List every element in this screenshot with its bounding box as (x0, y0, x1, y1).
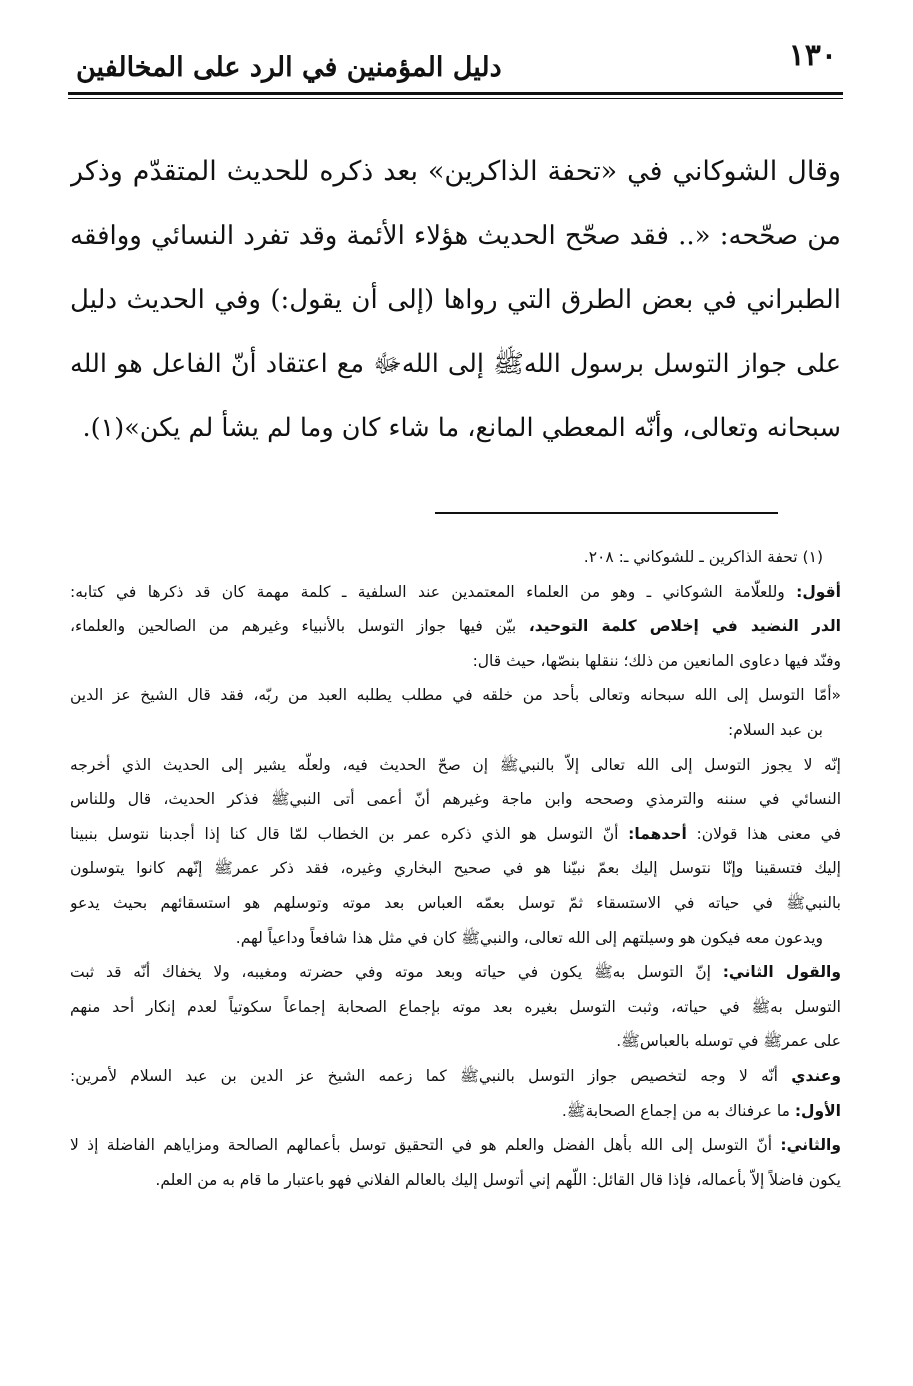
footnote-line (70, 1128, 841, 1163)
footnote-line (70, 1059, 841, 1094)
main-paragraph (70, 140, 841, 460)
footnote-text: في معنى هذا قولان: (696, 824, 841, 843)
label-first-opinion: أحدهما: (628, 824, 687, 843)
footnote-line (70, 955, 841, 990)
footnote-text: أنّ التوسل هو الذي ذكره عمر بن الخطاب لمّا قال كنا إذا أجدبنا نتوسل بنبينا (70, 824, 619, 843)
header-rule-thin (68, 98, 843, 99)
footnote-text: أنّه لا وجه لتخصيص جواز التوسل بالنبيﷺ كما زعمه الشيخ عز الدين بن عبد السلام لأمرين: (70, 1066, 778, 1085)
footnote-line (70, 817, 841, 852)
footnote-line: إنّه لا يجوز التوسل إلى الله تعالى إلاّ بالنبيﷺ إن صحّ الحديث فيه، ولعلّه يشير إلى الحديث الذي أخرجه (70, 755, 841, 774)
footnote-line (70, 609, 841, 644)
footnote-text: أنّ التوسل إلى الله بأهل الفضل والعلم هو في التحقيق توسل بأعمالهم الصالحة ومزاياهم الفاضلة إذ لا (70, 1136, 773, 1155)
footnote-line: وفنّد فيها دعاوى المانعين من ذلك؛ ننقلها بنصّها، حيث قال: (472, 651, 841, 670)
footnote-line: بالنبيﷺ في حياته في الاستسقاء ثمّ توسل بعمّه العباس بعد موته وتوسلهم هو استسقائهم بحيث يدعو (70, 893, 841, 912)
book-title: الدر النضيد في إخلاص كلمة التوحيد، (528, 617, 841, 636)
body-line: من صحّحه: «.. فقد صحّح الحديث هؤلاء الأئمة وقد تفرد النسائي ووافقه (70, 221, 841, 251)
footnote-text: وللعلّامة الشوكاني ـ وهو من العلماء المعتمدين عند السلفية ـ كلمة مهمة كان قد ذكرها في كتابه: (70, 582, 785, 601)
footnotes (70, 540, 841, 1197)
header-rule-thick (68, 92, 843, 95)
label-second: والثاني: (780, 1136, 841, 1155)
footnote-line: ويدعون معه فيكون هو وسيلتهم إلى الله تعالى، والنبيﷺ كان في مثل هذا شافعاً وداعياً لهم. (235, 928, 823, 947)
footnote-line: بن عبد السلام: (728, 720, 823, 739)
footnote-line: التوسل بهﷺ في حياته، وثبت التوسل بغيره بعد موته بإجماع الصحابة إجماعاً سكوتياً لعدم إنكار أحد منهم (70, 997, 841, 1016)
body-line: سبحانه وتعالى، وأنّه المعطي المانع، ما شاء كان وما لم يشأ لم يكن»(١). (82, 413, 841, 443)
footnote-line (70, 1094, 841, 1129)
page-number: ١٣٠ (788, 38, 837, 73)
footnote-line: إليك فتسقينا وإنّا نتوسل إليك بعمّ نبيّنا هو في صحيح البخاري وغيره، فقد ذكر عمرﷺ إنّهم كانوا يتوسلون (70, 859, 841, 878)
running-title: دليل المؤمنين في الرد على المخالفين (76, 52, 502, 83)
footnote-line: على عمرﷺ في توسله بالعباسﷺ. (616, 1032, 841, 1051)
label-first: الأول: (794, 1101, 841, 1120)
footnote-text: ما عرفناك به من إجماع الصحابةﷺ. (561, 1101, 790, 1120)
body-line: الطبراني في بعض الطرق التي رواها (إلى أن يقول:) وفي الحديث دليل (70, 285, 841, 315)
page-header (68, 28, 843, 100)
footnote-line: النسائي في سننه والترمذي وصححه وابن ماجة وغيرهم أنّ أعمى أتى النبيﷺ فذكر الحديث، قال وللناس (70, 790, 841, 809)
footnote-separator (435, 512, 778, 514)
footnote-line: يكون فاضلاً إلاّ بأعماله، فإذا قال القائل: اللّهم إني أتوسل إليك بالعالم الفلاني فهو باعتبار ما قام به من العلم. (155, 1170, 841, 1189)
label-aqul: أقول: (796, 582, 841, 601)
body-line: على جواز التوسل برسول اللهﷺ إلى اللهﷻ مع اعتقاد أنّ الفاعل هو الله (70, 349, 841, 379)
footnote-reference: (١) تحفة الذاكرين ـ للشوكاني ـ: ٢٠٨. (583, 548, 823, 566)
footnote-text: بيّن فيها جواز التوسل بالأنبياء وغيرهم من الصالحين والعلماء، (70, 617, 517, 636)
label-indi: وعندي (791, 1066, 841, 1085)
label-second-opinion: والقول الثاني: (722, 963, 841, 982)
footnote-line: «أمّا التوسل إلى الله سبحانه وتعالى بأحد من خلقه في مطلب يطلبه العبد من ربّه، فقد قال الشيخ عز الدين (70, 686, 841, 705)
footnote-text: إنّ التوسل بهﷺ يكون في حياته وبعد موته وفي حضرته ومغيبه، ولا يخفاك أنّه قد ثبت (70, 963, 711, 982)
footnote-line (70, 575, 841, 610)
body-line: وقال الشوكاني في «تحفة الذاكرين» بعد ذكره للحديث المتقدّم وذكر (70, 156, 841, 187)
